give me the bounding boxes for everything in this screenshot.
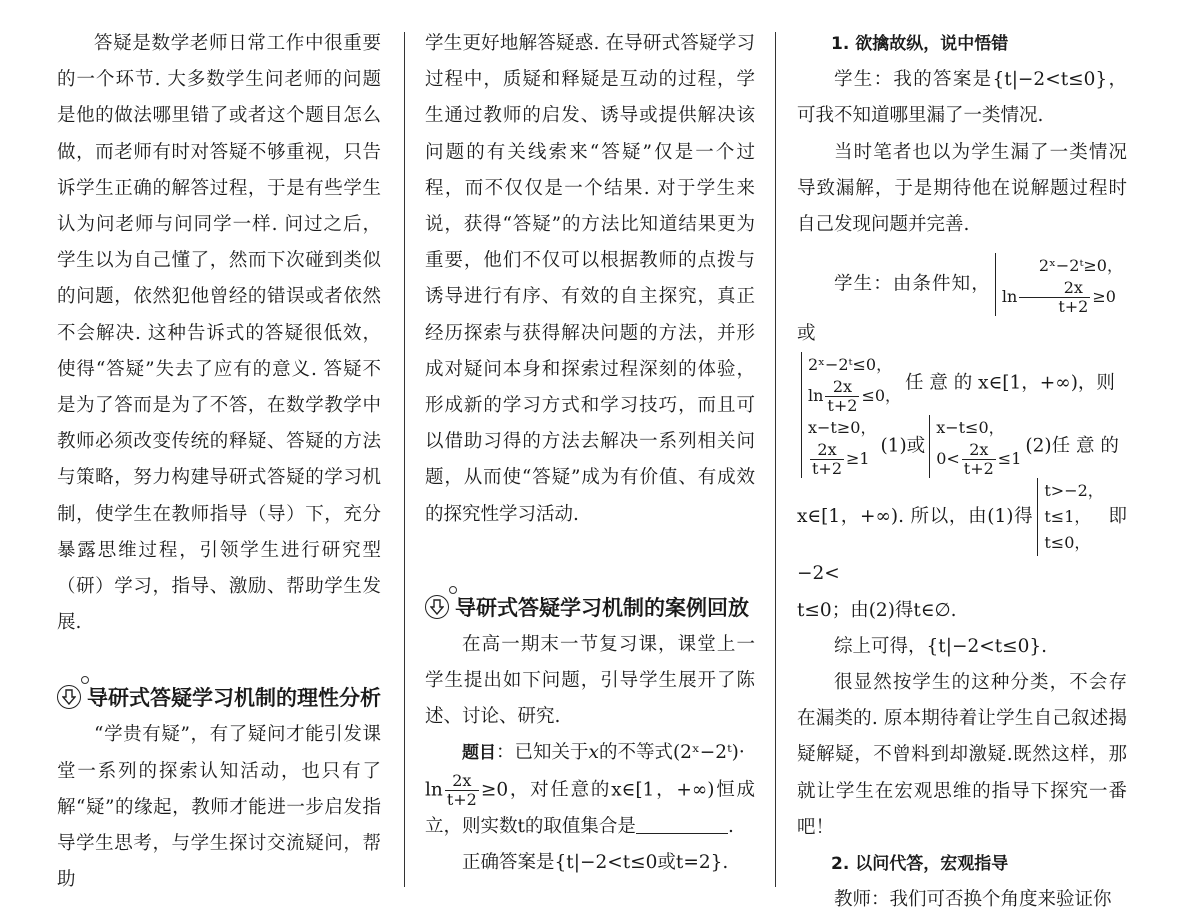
correct-answer-set: {t|−2<t≤0或t=2}. (554, 851, 729, 873)
fraction-numerator: 2x (1019, 279, 1090, 298)
fraction-denominator: t+2 (812, 459, 843, 479)
tag-1: (1) (880, 435, 907, 457)
problem-text-1: ：已知关于 (496, 742, 589, 764)
paragraph-case-intro: 在高一期末一节复习课，课堂上一学生提出如下问题，引导学生展开了陈述、讨论、研究. (425, 633, 755, 728)
answer-blank (636, 833, 728, 834)
system-2-line-2: ≤0， (861, 386, 902, 406)
fraction-numerator: 2x (445, 772, 479, 791)
correct-answer-label: 正确答案是 (462, 851, 555, 873)
column-divider-2 (775, 32, 776, 887)
problem-text-2: 的不等式 (598, 742, 673, 764)
subheading-1: 1. 欲擒故纵，说中悟错 (831, 34, 1009, 54)
section-heading-theory (57, 679, 381, 717)
derivation-text-5: 即−2< (797, 506, 1127, 585)
system-3-line-2: ≥1 (846, 449, 870, 469)
paragraph-author-note: 当时笔者也以为学生漏了一类情况导致漏解，于是期待他在说解题过程时自己发现问题并完善. (797, 141, 1127, 236)
section-heading-case-text: 导研式答疑学习机制的案例回放 (455, 595, 749, 620)
paragraph-analysis: 很显然按学生的这种分类，不会存在漏类的. 原本期待着让学生自己叙述揭疑解疑，不曾料到却激疑.既然这样，那就让学生在宏观思维的指导下探究一番吧！ (797, 672, 1127, 838)
fraction-denominator: t+2 (1058, 297, 1089, 317)
problem-end: . (727, 815, 734, 837)
system-2-ln: ln (808, 386, 824, 406)
problem-var: x (588, 742, 599, 764)
system-5-line-1: t>−2， (1044, 481, 1104, 501)
fraction-numerator: 2x (962, 441, 996, 460)
system-4-line-1: x−t≤0， (936, 418, 1005, 438)
fraction-denominator: t+2 (963, 459, 994, 479)
teacher-question: 教师：我们可否换个角度来验证你 (834, 889, 1112, 911)
student-derivation-1 (797, 253, 1127, 352)
paragraph-theory: “学贵有疑”，有了疑问才能引发课堂一系列的探索认知活动，也只有了解“疑”的缘起，教师才能进一步启发指导学生思考，与学生探讨交流疑问，帮助 (57, 724, 381, 891)
or-word: 或 (906, 435, 926, 457)
system-1 (995, 253, 1123, 316)
fraction-denominator: t+2 (446, 789, 477, 809)
section-heading-theory-text: 导研式答疑学习机制的理性分析 (87, 686, 381, 711)
system-5-line-2: t≤1， (1044, 507, 1091, 527)
system-1-ln: ln (1001, 287, 1018, 307)
tag-2: (2) (1025, 435, 1052, 457)
column-1 (57, 26, 381, 898)
system-4-line-2b: ≤1 (997, 449, 1022, 469)
derivation-intro: 学生：由条件知， (834, 273, 991, 295)
correct-answer (425, 845, 755, 881)
or-word: 或 (797, 323, 816, 345)
system-5 (1037, 478, 1103, 556)
problem-expr: (2ˣ−2ᵗ)· (672, 742, 745, 764)
derivation-text-3: 任 意 的 (1051, 435, 1119, 457)
down-arrow-circle-icon (425, 595, 449, 619)
problem-fraction (445, 772, 479, 809)
system-4 (929, 415, 1021, 478)
student-derivation-2 (797, 352, 1127, 415)
problem-ln: ln (425, 779, 443, 801)
derivation-text-2: 任 意 的 x∈[1，+∞)，则 (905, 372, 1115, 394)
fraction-denominator: t+2 (827, 396, 858, 416)
paragraph-intro: 答疑是数学老师日常工作中很重要的一个环节. 大多数学生问老师的问题是他的做法哪里错了或者这个题目怎么做，而老师有时对答疑不够重视，只告诉学生正确的解答过程，于是有些学生认为问老师与问同学一样. 问过之后，学生以为自己懂了，然而下次碰到类似的问题，依然犯他曾经的错误或者依然不会解决. 这种告诉式的答疑很低效，使得“答疑”失去了应有的意义. 答疑不是为了答而是为了不答，在数学教学中教师必须改变传统的释疑、答疑的方法与策略，努力构建导研式答疑的学习机制，使学生在教师指导（导）下，充分暴露思维过程，引领学生进行研究型（研）学习，指导、激励、帮助学生发展. (57, 33, 381, 634)
student-answer (797, 62, 1127, 134)
system-2 (801, 352, 901, 415)
problem-text-3: ≥0，对任意的x∈[1，+∞)恒成立，则实数t的取值集合是 (425, 779, 755, 837)
problem-statement-cont (425, 772, 755, 845)
system-5-line-3: t≤0， (1044, 533, 1091, 553)
student-derivation-4 (797, 478, 1127, 592)
student-answer-text-2: ，可我不知道哪里漏了一类情况. (797, 69, 1127, 127)
conclusion: 综上可得，{t|−2<t≤0}. (834, 635, 1048, 657)
system-1-line-2: ≥0 (1092, 287, 1116, 307)
student-derivation-3 (797, 415, 1127, 478)
student-derivation-5: t≤0；由(2)得t∈∅. (797, 599, 957, 621)
section-heading-case (425, 589, 755, 627)
derivation-text-4: x∈[1，+∞). 所以，由(1)得 (797, 506, 1034, 528)
student-answer-text: 学生：我的答案是 (834, 69, 993, 91)
fraction-numerator: 2x (810, 441, 844, 460)
system-3 (801, 415, 876, 478)
column-3 (797, 26, 1127, 918)
paragraph-continued: 学生更好地解答疑惑. 在导研式答疑学习过程中，质疑和释疑是互动的过程，学生通过教师的启发、诱导或提供解决该问题的有关线索来“答疑”仅是一个过程，而不仅仅是一个结果. 对于学生来说，获得“答疑”的方法比知道结果更为重要，他们不仅可以根据教师的点拨与诱导进行有序、有效的自主探究，真正经历探索与获得解决问题的方法，并形成对疑问本身和探索过程深刻的体验，形成新的学习方式和学习技巧，而且可以借助习得的方法去解决一系列相关问题，从而使“答疑”成为有价值、有成效的探究性学习活动. (425, 33, 755, 525)
system-3-line-1: x−t≥0， (808, 418, 877, 438)
down-arrow-circle-icon (57, 685, 81, 709)
subheading-2: 2. 以问代答，宏观指导 (831, 854, 1009, 875)
column-2 (425, 26, 755, 881)
system-1-line-1: 2ˣ−2ᵗ≥0， (1038, 256, 1123, 276)
system-4-line-2a: 0< (936, 449, 960, 469)
column-divider-1 (404, 32, 405, 887)
student-answer-set: {t|−2<t≤0} (992, 69, 1108, 91)
system-2-line-1: 2ˣ−2ᵗ≤0， (808, 355, 893, 375)
fraction-numerator: 2x (825, 378, 859, 397)
problem-label: 题目 (462, 743, 496, 764)
problem-statement (425, 735, 755, 771)
